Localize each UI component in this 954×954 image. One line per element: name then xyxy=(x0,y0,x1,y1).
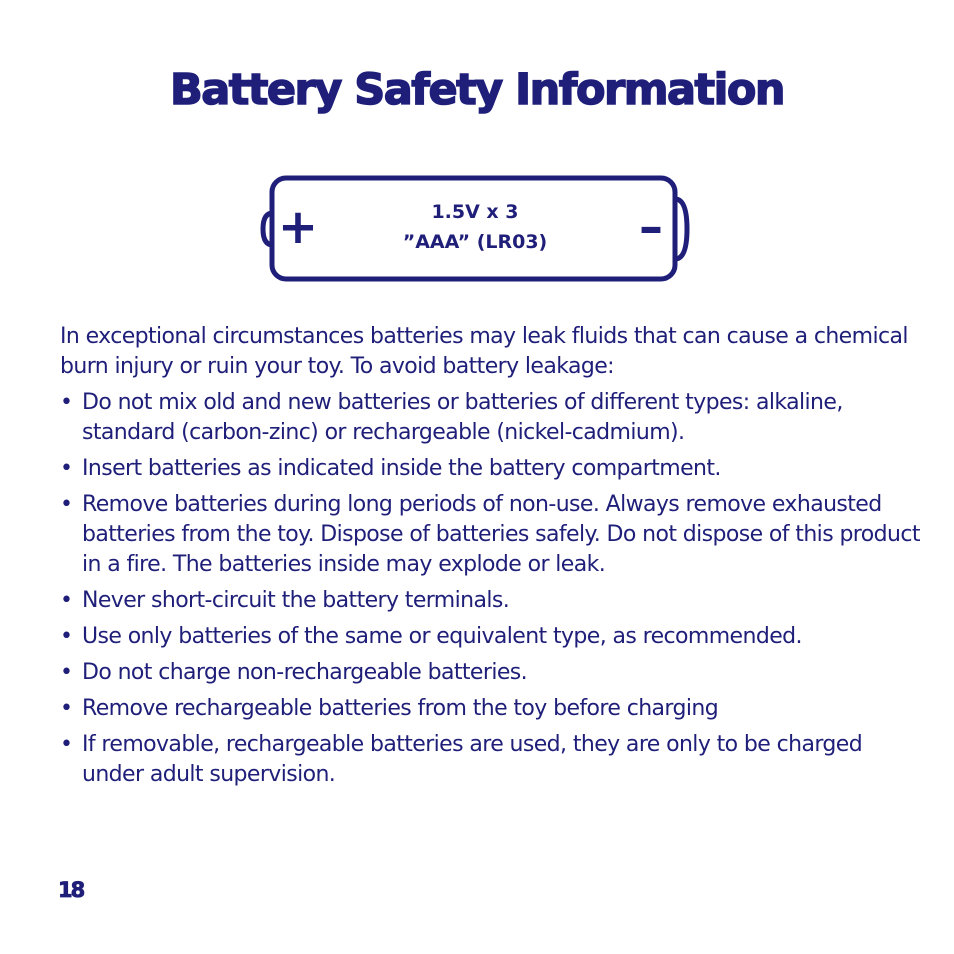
warning-text: Remove batteries during long periods of non-use. Always remove exhausted batteries from the toy. Dispose of batteries safely. Do not dispose of this product in a fire. The batteries inside may explode or leak. xyxy=(82,492,920,577)
battery-diagram xyxy=(255,173,695,285)
warning-text: Insert batteries as indicated inside the battery compartment. xyxy=(82,456,721,481)
bullet-icon: • xyxy=(60,732,73,757)
list-item xyxy=(60,694,920,724)
warning-text: Do not charge non-rechargeable batteries. xyxy=(82,660,528,685)
plus-icon: + xyxy=(277,199,319,255)
list-item xyxy=(60,388,920,448)
safety-text xyxy=(60,322,920,796)
warning-text: If removable, rechargeable batteries are used, they are only to be charged under adult supervision. xyxy=(82,732,863,787)
list-item xyxy=(60,622,920,652)
bullet-icon: • xyxy=(60,660,73,685)
list-item xyxy=(60,658,920,688)
bullet-icon: • xyxy=(60,624,73,649)
bullet-icon: • xyxy=(60,588,73,613)
page-title: Battery Safety Information xyxy=(169,65,785,115)
list-item xyxy=(60,490,920,580)
list-item xyxy=(60,586,920,616)
warnings-list xyxy=(60,388,920,790)
intro-paragraph: In exceptional circumstances batteries may leak fluids that can cause a chemical burn injury or ruin your toy. To avoid battery leakage: xyxy=(60,324,908,379)
bullet-icon: • xyxy=(60,456,73,481)
list-item xyxy=(60,730,920,790)
warning-text: Remove rechargeable batteries from the toy before charging xyxy=(82,696,719,721)
warning-text: Never short-circuit the battery terminals. xyxy=(82,588,510,613)
warning-text: Do not mix old and new batteries or batteries of different types: alkaline, standard (carbon-zinc) or rechargeable (nickel-cadmium). xyxy=(82,390,843,445)
bullet-icon: • xyxy=(60,696,73,721)
bullet-icon: • xyxy=(60,492,73,517)
bullet-icon: • xyxy=(60,390,73,415)
page-number: 18 xyxy=(58,878,84,902)
warning-text: Use only batteries of the same or equivalent type, as recommended. xyxy=(82,624,802,649)
battery-type-label: ”AAA” (LR03) xyxy=(402,231,548,253)
list-item xyxy=(60,454,920,484)
minus-icon: – xyxy=(639,199,663,255)
battery-voltage-label: 1.5V x 3 xyxy=(431,201,519,223)
